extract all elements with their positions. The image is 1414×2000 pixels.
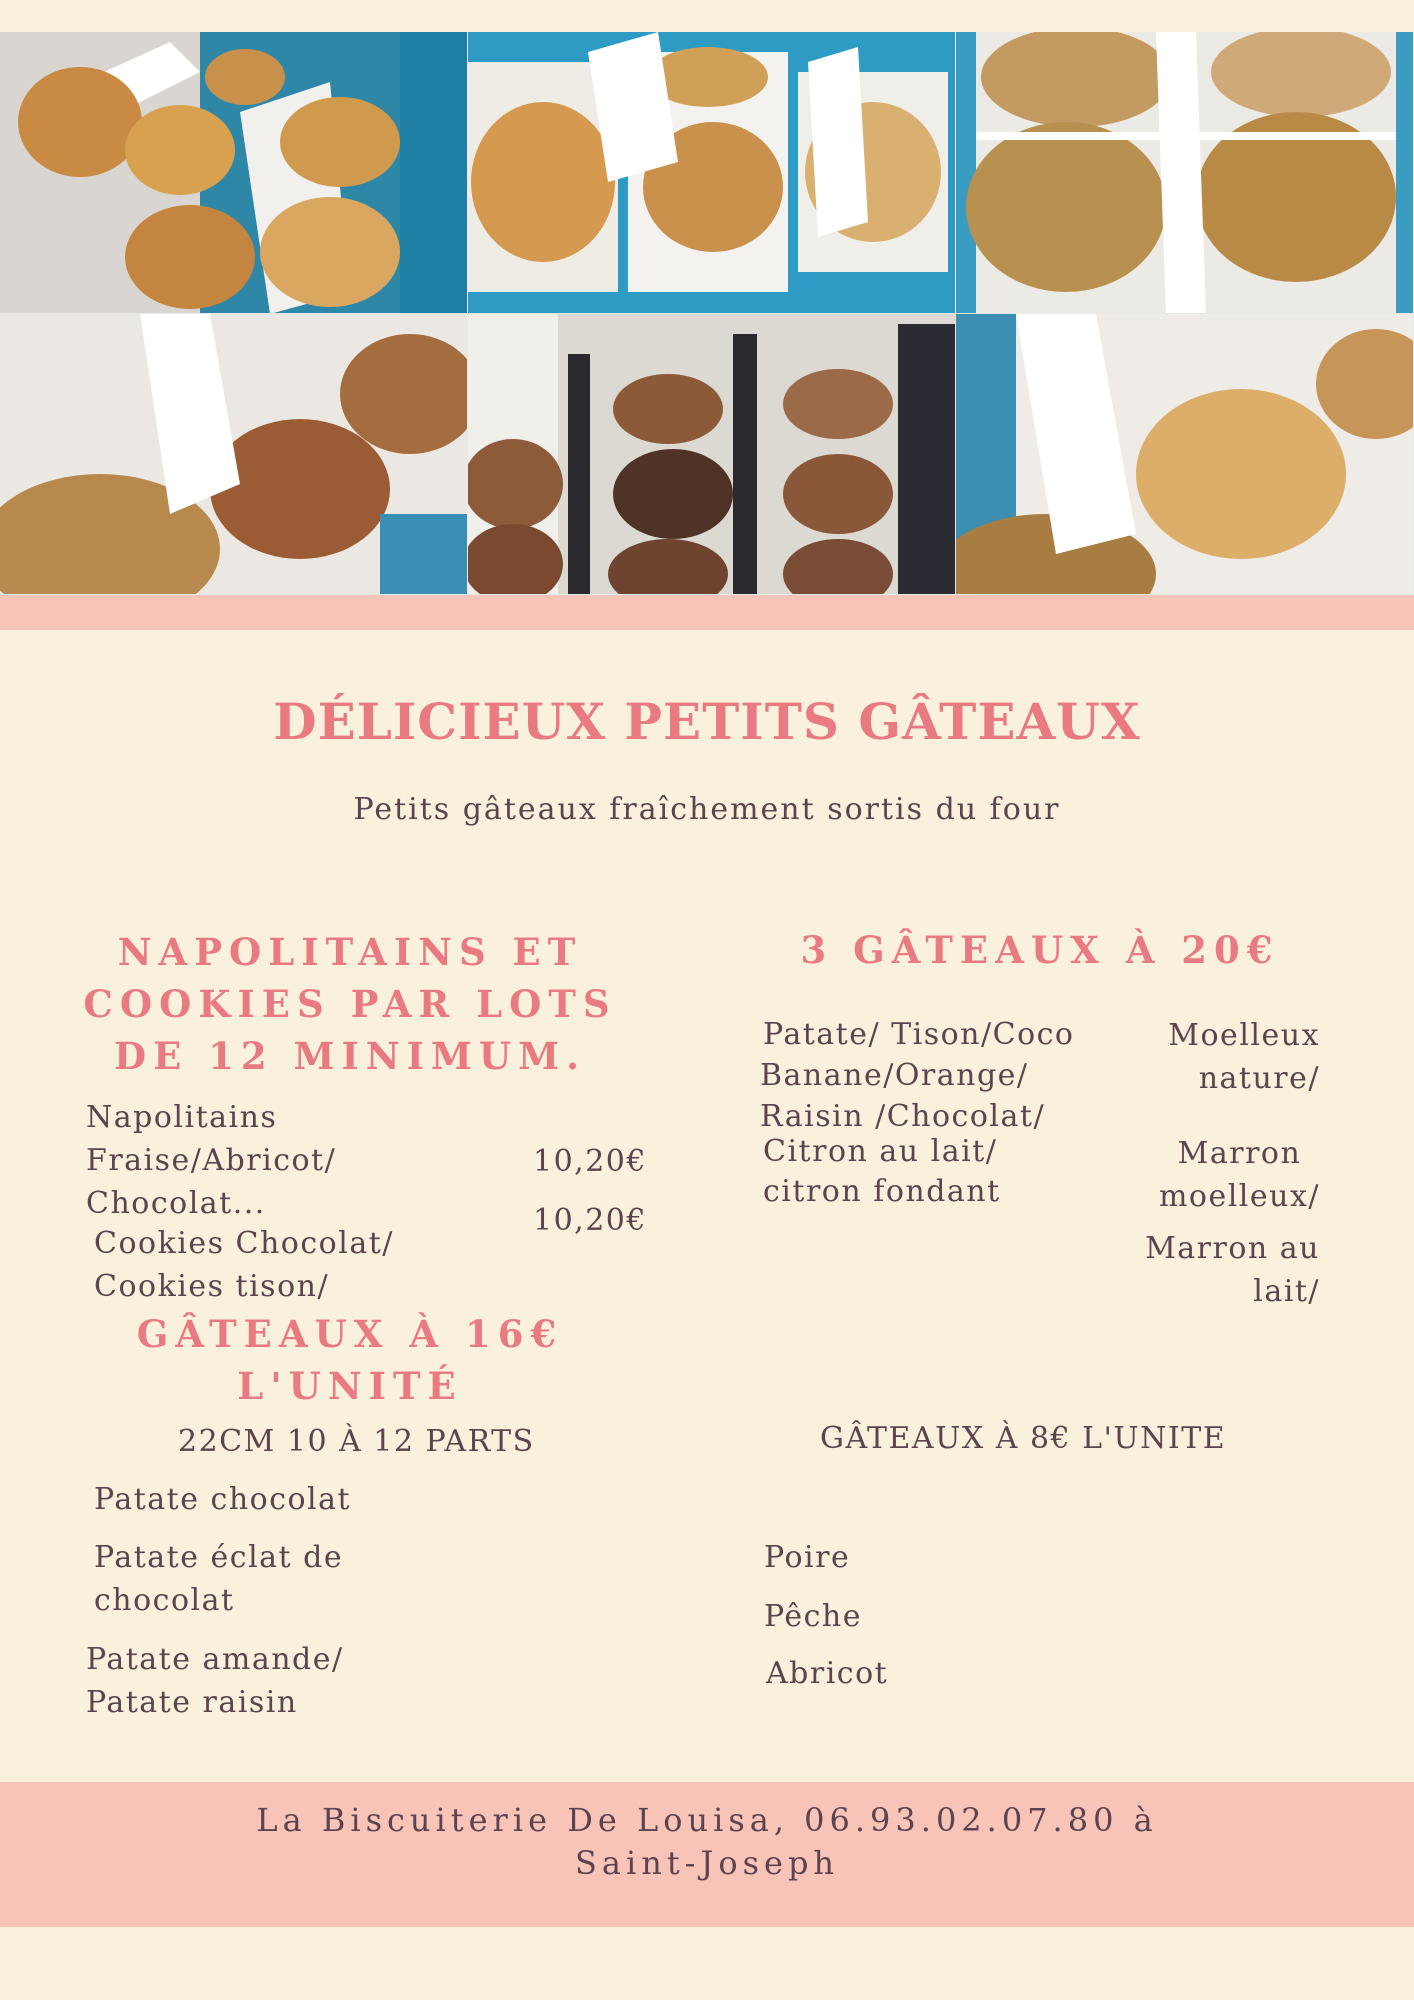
napolitains-heading-line: DE 12 MINIMUM. <box>114 1034 586 1078</box>
list-item: Patate/ Tison/Coco <box>763 1017 1075 1052</box>
list-item: Abricot <box>766 1656 889 1691</box>
list-item: Chocolat... <box>86 1186 266 1221</box>
cookie-boxes-photo-2 <box>468 32 956 314</box>
napolitains-heading <box>70 926 630 1082</box>
list-item: moelleux/ <box>1158 1179 1320 1214</box>
trois-gateaux-left-list <box>760 1014 1075 1137</box>
page-title: DÉLICIEUX PETITS GÂTEAUX <box>273 692 1141 751</box>
list-item: Patate raisin <box>86 1685 298 1720</box>
list-item: Moelleux <box>1168 1018 1320 1053</box>
list-item: Patate éclat de <box>94 1540 344 1575</box>
list-item: Pêche <box>764 1599 862 1634</box>
list-item-group <box>94 1536 343 1622</box>
footer <box>0 1782 1414 1927</box>
cookie-boxes-photo-3 <box>956 32 1414 314</box>
gateaux-16-heading-line: GÂTEAUX À 16€ <box>136 1312 564 1356</box>
list-item: chocolat <box>94 1583 235 1618</box>
list-item: Citron au lait/ <box>763 1134 998 1169</box>
napolitains-heading-line: COOKIES PAR LOTS <box>83 982 617 1026</box>
list-item: Fraise/Abricot/ <box>86 1143 337 1178</box>
trois-gateaux-heading: 3 GÂTEAUX À 20€ <box>800 928 1280 972</box>
trois-gateaux-left-list-2 <box>763 1132 1001 1212</box>
list-item-group <box>86 1638 344 1724</box>
napolitains-list <box>86 1096 336 1225</box>
list-item: Napolitains <box>86 1100 278 1135</box>
trois-gateaux-right-list-3 <box>1145 1227 1320 1313</box>
cookie-boxes-photo-1 <box>0 32 468 314</box>
list-item: Marron au <box>1145 1231 1320 1266</box>
trois-gateaux-right-list-1 <box>1168 1014 1320 1100</box>
decorative-band <box>0 595 1414 630</box>
list-item: Poire <box>764 1540 851 1575</box>
gateaux-16-size: 22CM 10 À 12 PARTS <box>178 1424 535 1459</box>
cookie-boxes-photo-4 <box>0 314 468 595</box>
footer-line: La Biscuiterie De Louisa, 06.93.02.07.80 à <box>256 1801 1158 1839</box>
cookies-price: 10,20€ <box>533 1203 647 1238</box>
photo-collage <box>0 32 1414 595</box>
list-item: lait/ <box>1253 1274 1320 1309</box>
cookie-boxes-photo-6 <box>956 314 1414 595</box>
cookie-boxes-photo-5 <box>468 314 956 595</box>
gateaux-16-heading <box>70 1308 630 1412</box>
page-subtitle: Petits gâteaux fraîchement sortis du four <box>353 792 1061 827</box>
list-item: Patate amande/ <box>86 1642 344 1677</box>
list-item: Banane/Orange/ <box>760 1058 1029 1093</box>
gateaux-8-heading: GÂTEAUX À 8€ L'UNITE <box>820 1421 1227 1456</box>
list-item: Raisin /Chocolat/ <box>760 1099 1046 1134</box>
napolitains-price: 10,20€ <box>533 1144 647 1179</box>
list-item: nature/ <box>1198 1061 1320 1096</box>
list-item: citron fondant <box>763 1174 1001 1209</box>
list-item: Cookies Chocolat/ <box>94 1226 394 1261</box>
cookies-list <box>94 1222 394 1308</box>
gateaux-16-heading-line: L'UNITÉ <box>237 1364 463 1408</box>
footer-contact <box>0 1782 1414 1885</box>
list-item: Marron <box>1177 1136 1302 1171</box>
list-item: Patate chocolat <box>94 1482 352 1517</box>
napolitains-heading-line: NAPOLITAINS ET <box>117 930 583 974</box>
trois-gateaux-right-list-2 <box>1159 1132 1320 1218</box>
footer-line: Saint-Joseph <box>574 1844 840 1882</box>
list-item: Cookies tison/ <box>94 1269 330 1304</box>
